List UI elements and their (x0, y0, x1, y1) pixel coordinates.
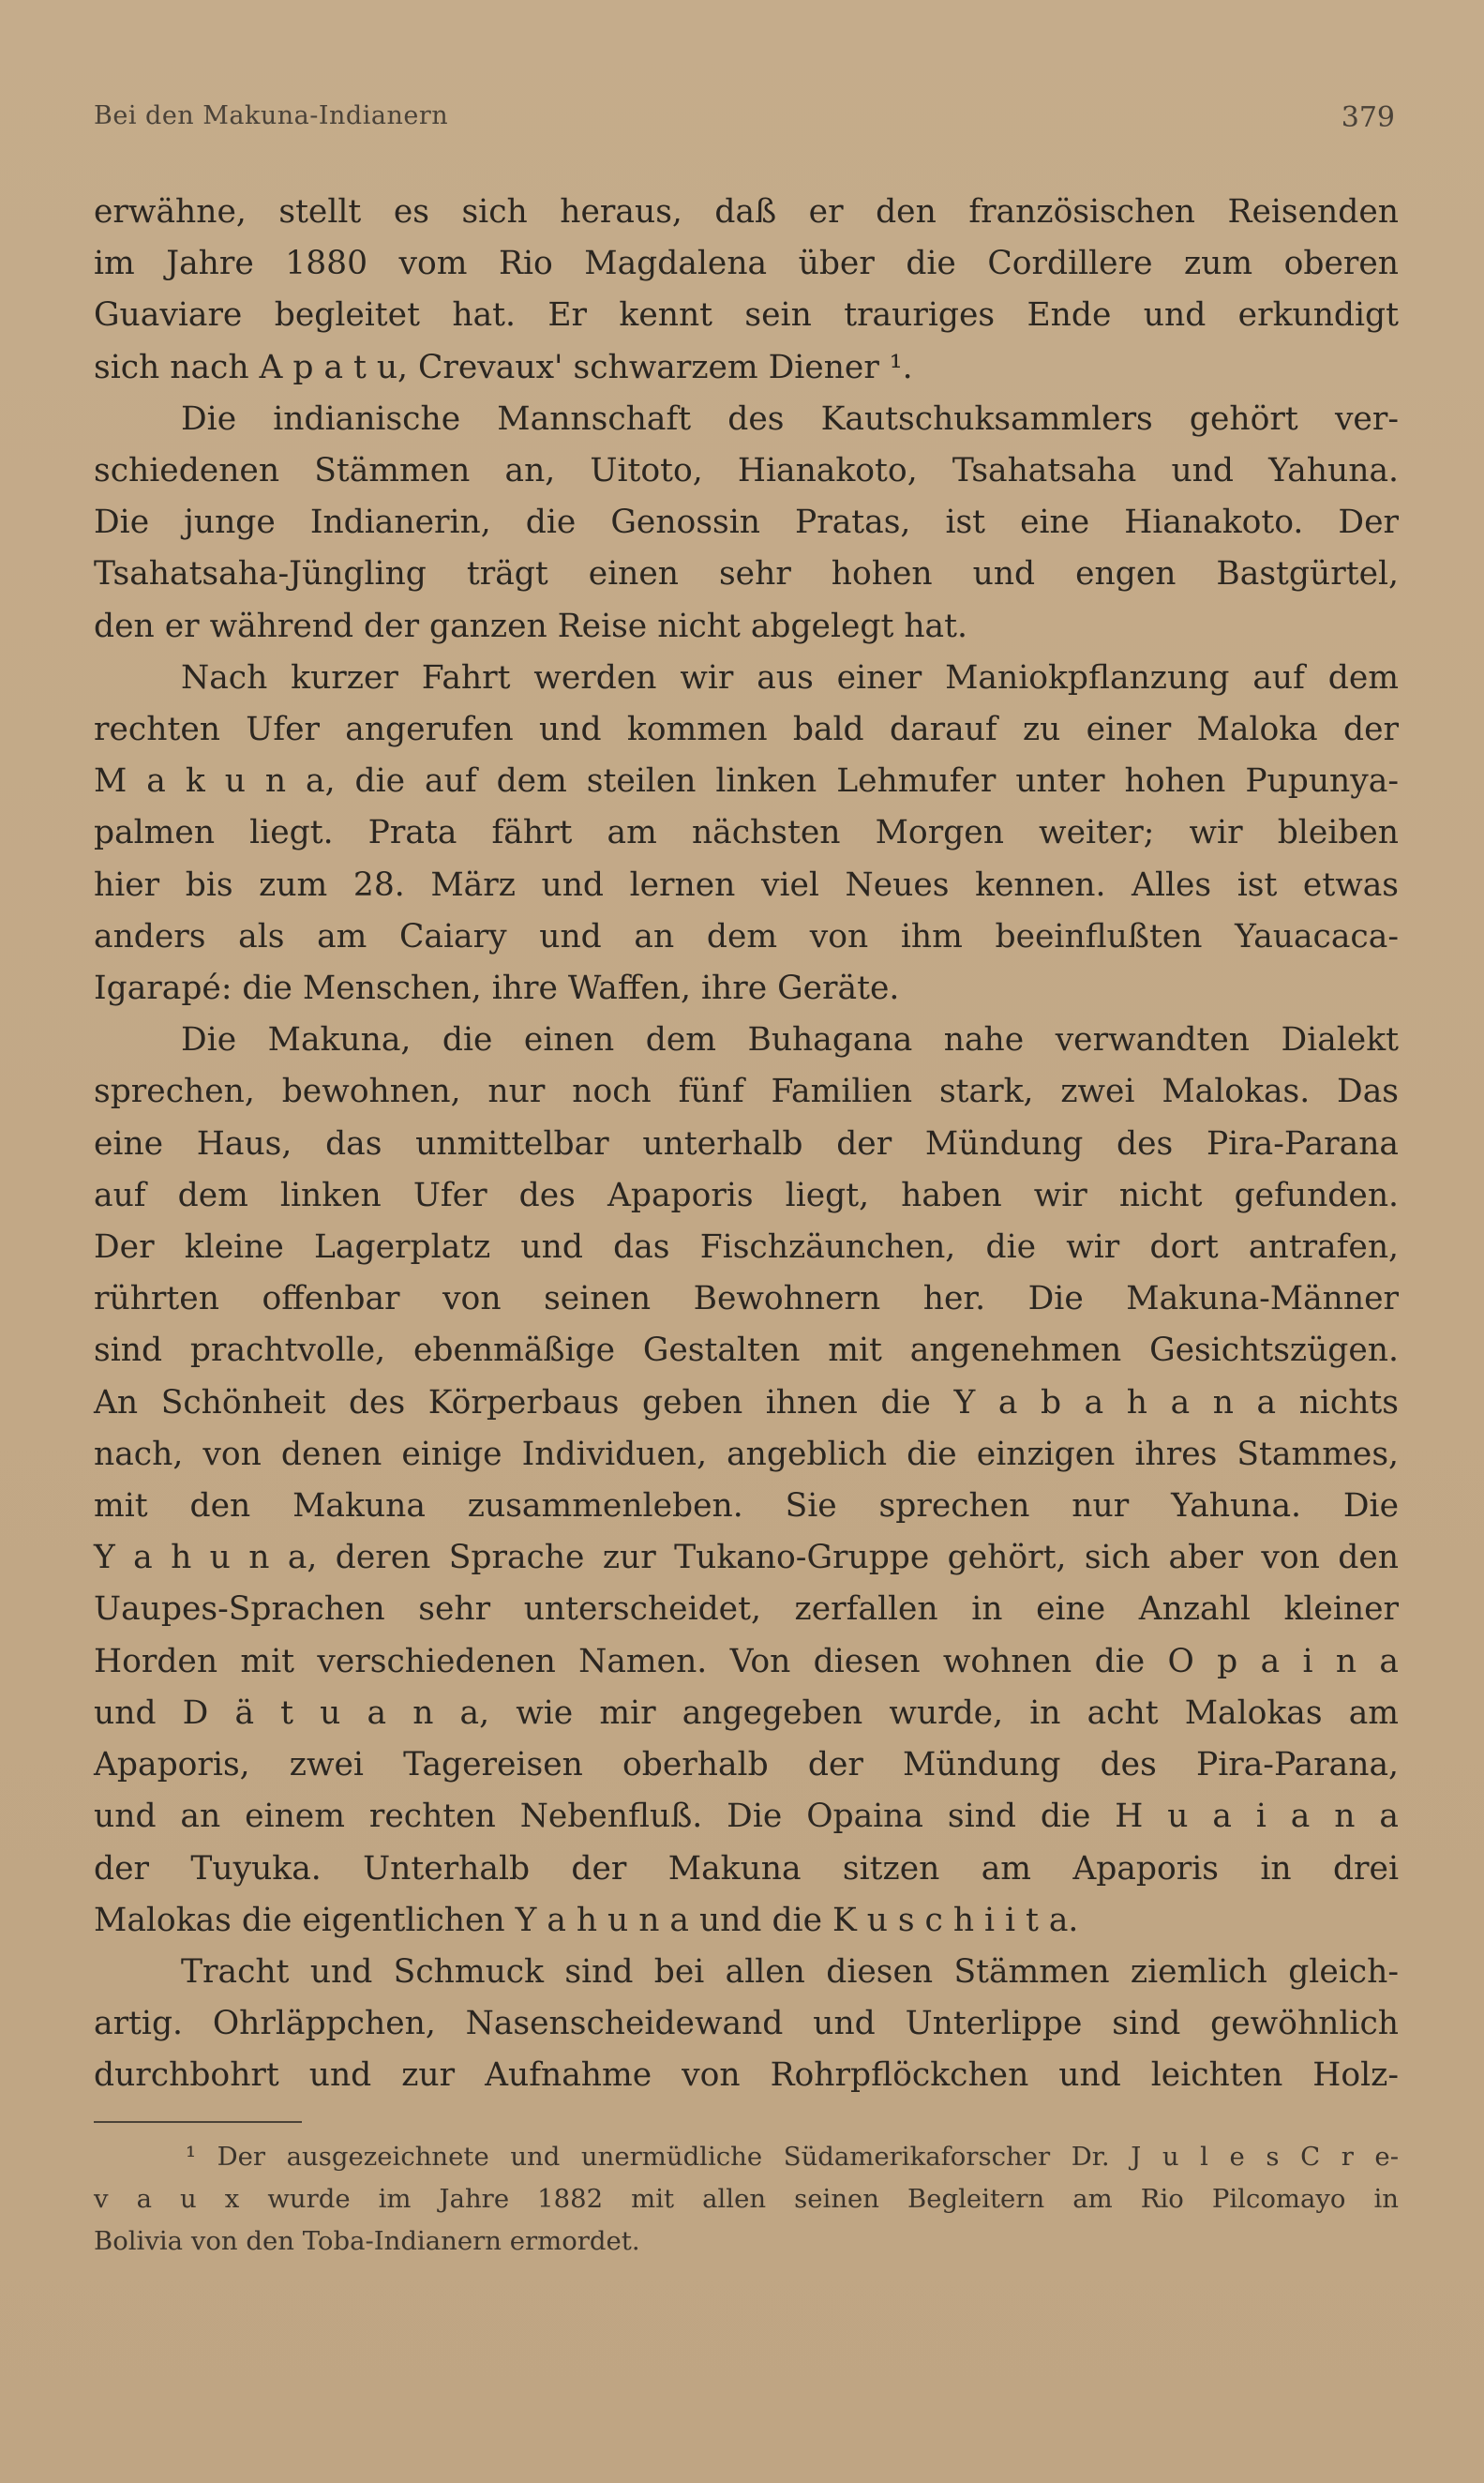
text-line: schiedenen Stämmen an, Uitoto, Hianakoto, Tsahatsaha und Yahuna. (94, 452, 1399, 490)
text-line: palmen liegt. Prata fährt am nächsten Morgen weiter; wir bleiben (94, 814, 1399, 852)
text-line: Tsahatsaha-Jüngling trägt einen sehr hohen und engen Bastgürtel, (94, 555, 1399, 594)
text-line: eine Haus, das unmittelbar unterhalb der Mündung des Pira-Parana (94, 1124, 1399, 1163)
footnote (94, 2136, 1399, 2263)
paragraph-3 (94, 653, 1399, 1015)
footnote-line: ¹ Der ausgezeichnete und unermüdliche Südamerikaforscher Dr. J u l e s C r e- (186, 2142, 1399, 2172)
text-line: Tracht und Schmuck sind bei allen diesen Stämmen ziemlich gleich- (181, 1952, 1399, 1991)
text-line: erwähne, stellt es sich heraus, daß er den französischen Reisenden (94, 193, 1399, 231)
text-line: Der kleine Lagerplatz und das Fischzäunchen, die wir dort antrafen, (94, 1228, 1399, 1267)
running-title: Bei den Makuna-Indianern (94, 101, 449, 130)
text-line: durchbohrt und zur Aufnahme von Rohrpflöckchen und leichten Holz- (94, 2056, 1399, 2095)
text-line: Horden mit verschiedenen Namen. Von diesen wohnen die O p a i n a (94, 1642, 1399, 1680)
text-line: und an einem rechten Nebenfluß. Die Opaina sind die H u a i a n a (94, 1798, 1399, 1836)
text-line: mit den Makuna zusammenleben. Sie sprechen nur Yahuna. Die (94, 1487, 1399, 1526)
text-line: Die indianische Mannschaft des Kautschuksammlers gehört ver- (181, 399, 1399, 438)
text-line: sich nach A p a t u, Crevaux' schwarzem Diener ¹. (94, 348, 913, 386)
text-line: Guaviare begleitet hat. Er kennt sein trauriges Ende und erkundigt (94, 296, 1399, 335)
text-line: artig. Ohrläppchen, Nasenscheidewand und Unterlippe sind gewöhnlich (94, 2005, 1399, 2043)
text-line: sprechen, bewohnen, nur noch fünf Familien stark, zwei Malokas. Das (94, 1073, 1399, 1111)
text-line: Die junge Indianerin, die Genossin Pratas, ist eine Hianakoto. Der (94, 504, 1399, 542)
footnote-divider (94, 2121, 302, 2123)
text-line: im Jahre 1880 vom Rio Magdalena über die Cordillere zum oberen (94, 245, 1399, 283)
text-line: Nach kurzer Fahrt werden wir aus einer Maniokpflanzung auf dem (181, 658, 1399, 697)
text-line: Malokas die eigentlichen Y a h u n a und die K u s c h i i t a. (94, 1901, 1079, 1939)
text-line: An Schönheit des Körperbaus geben ihnen die Y a b a h a n a nichts (94, 1383, 1399, 1422)
paragraph-1 (94, 187, 1399, 394)
text-line: auf dem linken Ufer des Apaporis liegt, haben wir nicht gefunden. (94, 1176, 1399, 1214)
running-header (94, 101, 1395, 139)
footnote-line: Bolivia von den Toba-Indianern ermordet. (94, 2226, 640, 2256)
text-line: Y a h u n a, deren Sprache zur Tukano-Gruppe gehört, sich aber von den (94, 1539, 1399, 1577)
text-line: Die Makuna, die einen dem Buhagana nahe verwandten Dialekt (181, 1021, 1399, 1060)
text-line: sind prachtvolle, ebenmäßige Gestalten mit angenehmen Gesichtszügen. (94, 1332, 1399, 1370)
text-line: und D ä t u a n a, wie mir angegeben wurde, in acht Malokas am (94, 1693, 1399, 1732)
footnote-line: v a u x wurde im Jahre 1882 mit allen seinen Begleitern am Rio Pilcomayo in (94, 2184, 1399, 2214)
text-line: hier bis zum 28. März und lernen viel Neues kennen. Alles ist etwas (94, 865, 1399, 904)
paragraph-2 (94, 394, 1399, 653)
text-line: der Tuyuka. Unterhalb der Makuna sitzen am Apaporis in drei (94, 1849, 1399, 1888)
paragraph-4 (94, 1015, 1399, 1947)
text-line: Apaporis, zwei Tagereisen oberhalb der Mündung des Pira-Parana, (94, 1746, 1399, 1784)
text-line: Igarapé: die Menschen, ihre Waffen, ihre Geräte. (94, 970, 900, 1008)
text-line: Uaupes-Sprachen sehr unterscheidet, zerfallen in eine Anzahl kleiner (94, 1590, 1399, 1629)
page-number: 379 (1341, 101, 1395, 134)
text-line: anders als am Caiary und an dem von ihm beeinflußten Yauacaca- (94, 917, 1399, 956)
text-line: nach, von denen einige Individuen, angeblich die einzigen ihres Stammes, (94, 1435, 1399, 1473)
text-line: den er während der ganzen Reise nicht abgelegt hat. (94, 607, 967, 645)
text-line: rührten offenbar von seinen Bewohnern her. Die Makuna-Männer (94, 1280, 1399, 1318)
text-line: rechten Ufer angerufen und kommen bald darauf zu einer Maloka der (94, 711, 1399, 749)
text-line: M a k u n a, die auf dem steilen linken Lehmufer unter hohen Pupunya- (94, 762, 1399, 801)
paragraph-5 (94, 1947, 1399, 2102)
body-text (94, 187, 1399, 2102)
